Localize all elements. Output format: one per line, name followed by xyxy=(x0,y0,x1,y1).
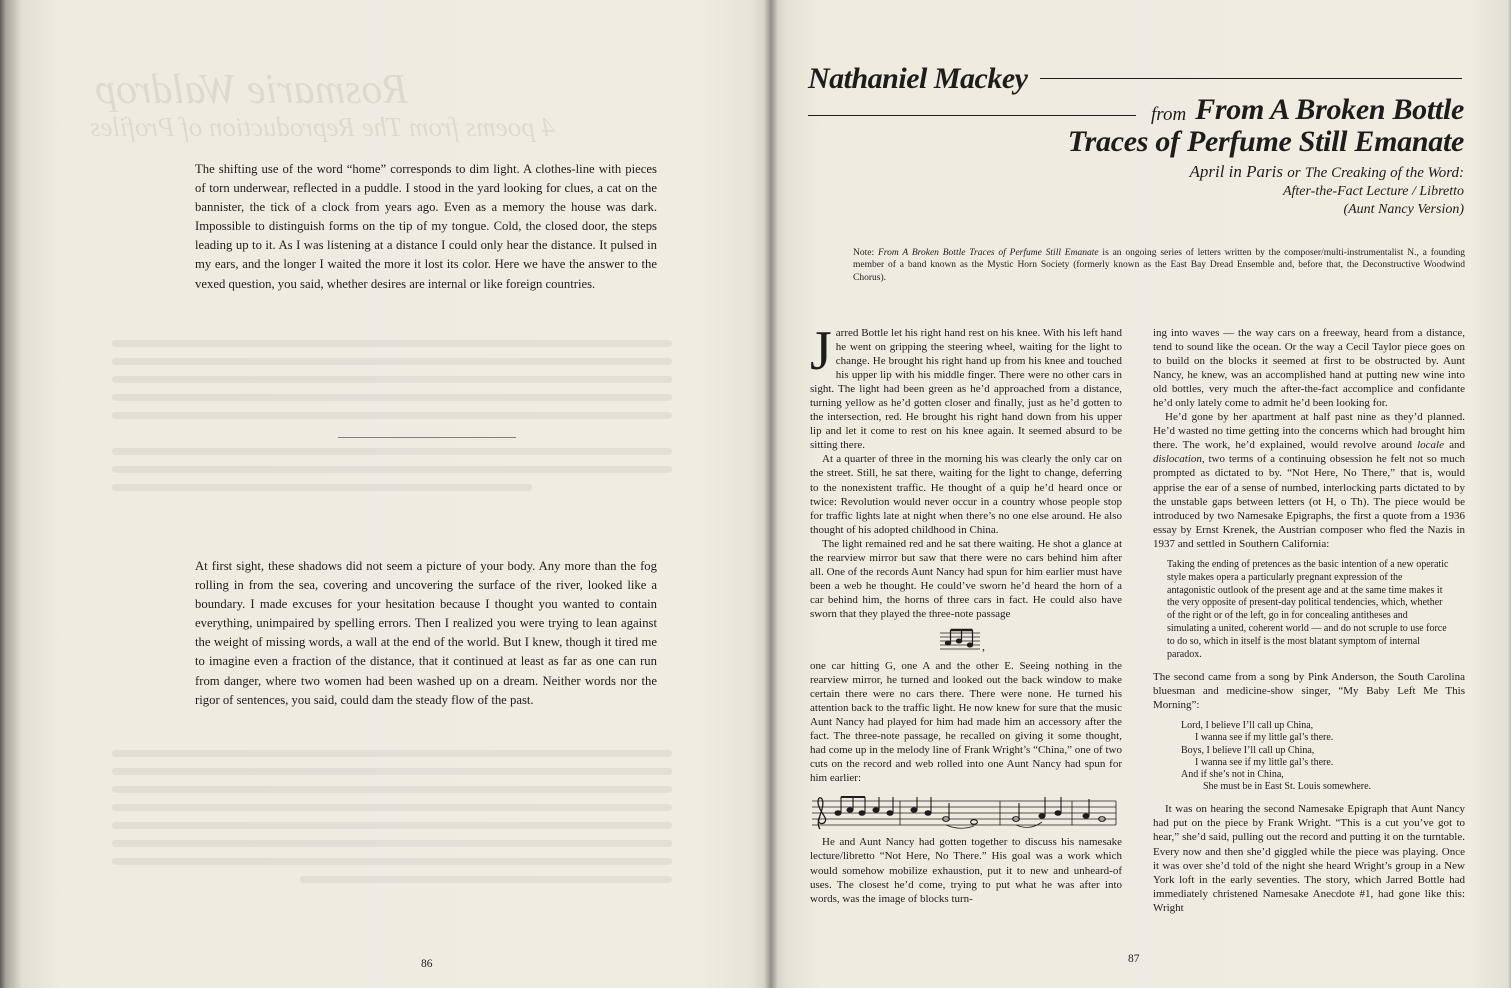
term-locale: locale xyxy=(1417,439,1444,452)
column1-paragraph-3: The light remained red and he sat there waiting. He shot a glance at the rearview mirror but saw that there were no cars behind him after all. One of the records Aunt Nancy had spun for him earlier must have been a web he thought. He could’ve sworn he’d heard the horn of a car behind him, the horns of three cars in fact. He could also have sworn that they played the three-note passage xyxy=(810,537,1122,620)
column1-paragraph-5: He and Aunt Nancy had gotten together to discuss his namesake lecture/libretto “Not Here, No There.” His goal was a work which would somehow mobilize exhaustion, put it to new and unheard-of uses. The closest he’d come, trying to put what he was after into words, was the image of blocks turn- xyxy=(810,836,1122,905)
show-through-heading: Rosmarie Waldrop xyxy=(95,67,409,113)
lyric-line: I wanna see if my little gal’s there. xyxy=(1195,732,1334,744)
header-rule-middle xyxy=(808,115,1136,116)
column2-paragraph-2-b: , two terms of a continuing obsession he felt not so much prompted as dictated to by. “Not Here, No There,” that is, would apprise the ear of a sense of numbed, interlocking parts dictated to by the unstable gaps between letters (ot H, o Th). The piece would be introduced by two Namesake Epigraphs, the first a quote from a 1936 essay by Ernst Krenek, the Austrian composer who fled the Nazis in 1937 and settled in Southern California: xyxy=(1153,453,1465,550)
from-label: from xyxy=(1151,104,1187,125)
show-through-subtitle: 4 poems from The Reproduction of Profiles xyxy=(90,112,555,142)
column2-paragraph-2-and: and xyxy=(1443,439,1465,452)
subtitle-line-3: (Aunt Nancy Version) xyxy=(1343,202,1464,217)
note-text: is an ongoing series of letters written by the composer/multi-instrumentalist N., a founding member of a band known as the Mystic Horn Society (formerly known as the East Bay Dread Ensemble and, before that, the Deconstructive Woodwind Chorus). xyxy=(853,248,1466,283)
page-number-right: 87 xyxy=(1128,953,1140,965)
term-dislocation: dislocation xyxy=(1153,453,1202,466)
column2-paragraph-3: The second came from a song by Pink Anderson, the South Carolina bluesman and medicine-show singer, “My Baby Left Me This Morning”: xyxy=(1153,671,1465,712)
prose-paragraph-2: At first sight, these shadows did not seem a picture of your body. Any more than the fog rolling in from the sea, covering and uncovering the surface of the river, looked like a boundary. I made excuses for your hesitation because I thought you wanted to contain everything, unimpaired by spelling errors. Then I realized you were trying to lean against the weight of missing words, a wall at the end of the world. But I knew, though it tired me to imagine even a fraction of the distance, that it continued at least as far as one can run from danger, where two women had been washed up on a dream. Neither words nor the rigor of sentences, you said, could dam the steady flow of the past. xyxy=(195,559,657,707)
subtitle-b: The Creaking of the Word: xyxy=(1304,165,1464,181)
page-number-left: 86 xyxy=(421,958,433,970)
column1-paragraph-4: one car hitting G, one A and the other E. Seeing nothing in the rearview mirror, he turned and looked out the back window to make certain there were no cars there. There were none. He turned his attention back to the traffic light. He now knew for sure that the music Aunt Nancy had played for him had made him an accessory after the fact. The three-note passage, he recalled on giving it some thought, had come up in the melody line of Frank Wright’s “China,” one of two cuts on the record and web rolled into one Aunt Nancy had spun for him earlier: xyxy=(810,659,1122,785)
right-page xyxy=(770,0,1511,988)
column1-paragraph-1 xyxy=(810,320,1122,452)
column2-paragraph-2-a: He’d gone by her apartment at half past nine as they’d planned. He’d wasted no time getting into the concerns which had brought him there. The work, he’d explained, would revolve around xyxy=(1153,411,1465,452)
work-title-line-1: From A Broken Bottle xyxy=(1195,93,1464,126)
krenek-epigraph xyxy=(1167,559,1449,662)
lyric-line: Boys, I believe I’ll call up China, xyxy=(1181,744,1315,756)
column2-paragraph-1: ing into waves — the way cars on a freeway, heard from a distance, tend to sound like the ocean. Or the way a Cecil Taylor piece goes on to build on the blocks it seemed at first to be obstructed by. Aunt Nancy, he knew, was an accomplished hand at putting new wine into old bottles, very much the after-the-fact accomplice and confidante he’d only lately come to admit he’d been looking for. xyxy=(1153,327,1465,410)
book-spine-gutter xyxy=(764,0,778,988)
drop-cap: J xyxy=(810,320,832,382)
music-comma: , xyxy=(982,638,985,653)
lyric-line: And if she’s not in China, xyxy=(1181,768,1284,780)
section-divider xyxy=(338,437,516,438)
subtitle-or: or xyxy=(1287,165,1301,181)
lyric-line: I wanna see if my little gal’s there. xyxy=(1195,756,1334,768)
text-column-2 xyxy=(1153,326,1465,915)
song-lyrics xyxy=(1181,720,1465,793)
krenek-epigraph-text: Taking the ending of pretences as the basic intention of a new operatic style makes opera a particularly pregnant expression of the antagonistic outlook of the present age and at the same time makes it the very opposite of present-day political tendencies, which, whether of the right or of the left, go in for concealing antitheses and simulating a united, coherent world — and do not scruple to use force to do so, which in itself is the most blatant symptom of internal paradox. xyxy=(1167,558,1449,661)
column1-paragraph-1-text: arred Bottle let his right hand rest on his knee. With his left hand he went on gripping the steering wheel, waiting for the light to change. He brought his right hand up from his knee and touched his upper lip with his middle finger. There were no other cars in sight. The light had been green as he’d approached from a distance, turning yellow as he’d gotten closer and finally, just as he’d gotten to the intersection, red. He brought his right hand down from his upper lip and let it come to rest on his knee again. It seemed absurd to be sitting there. xyxy=(810,327,1122,452)
music-notation-three-notes xyxy=(940,627,988,653)
lyric-line: She must be in East St. Louis somewhere. xyxy=(1203,781,1372,793)
prose-paragraph-1: The shifting use of the word “home” corresponds to dim light. A clothes-line with pieces of torn underwear, reflected in a puddle. I stood in the yard looking for clues, a cat on the bannister, the tick of a clock from years ago. Even as a memory the house was dark. Impossible to distinguish forms on the tip of my tongue. Cold, the closed door, the steps leading up to it. As I was listening at a distance I could only hear the distance. It pulsed in my ears, and the longer I waited the more it lost its color. Here we have the answer to the vexed question, you said, whether desires are internal or like foreign countries. xyxy=(195,162,657,291)
subtitle-line-2: After-the-Fact Lecture / Libretto xyxy=(1282,184,1464,199)
header-rule-top xyxy=(1040,78,1462,79)
subtitle-a: April in Paris xyxy=(1189,162,1283,181)
subtitle-line-1 xyxy=(1189,162,1464,182)
work-title-line-2: Traces of Perfume Still Emanate xyxy=(1067,125,1464,158)
author-name: Nathaniel Mackey xyxy=(808,62,1028,95)
column1-paragraph-2: At a quarter of three in the morning his was clearly the only car on the street. Still, he sat there, waiting for the light to change, deferring to the nonexistent traffic. He thought of a quip he’d heard once or twice: Revolution would never occur in a country whose people stop for traffic lights late at night when there’s no one else around. He also thought of his adopted childhood in China. xyxy=(810,453,1122,536)
editorial-note xyxy=(853,247,1465,284)
note-prefix: Note: xyxy=(853,248,878,258)
music-notation-melody-line xyxy=(810,791,1120,831)
column2-paragraph-2 xyxy=(1153,410,1465,550)
lyric-line: Lord, I believe I’ll call up China, xyxy=(1181,720,1314,732)
note-title: From A Broken Bottle Traces of Perfume Still Emanate xyxy=(877,248,1099,258)
text-column-1 xyxy=(810,320,1122,906)
column2-paragraph-4: It was on hearing the second Namesake Epigraph that Aunt Nancy had put on the piece by Frank Wright. “This is a cut you’ve got to hear,” she’d said, pulling out the record and putting it on the turntable. Every now and then she’d giggled while the piece was playing. Once it was over she’d told of the night she heard Wright’s group in a New York loft in the early seventies. The story, which Jarred Bottle had immediately christened Namesake Anecdote #1, had gone like this: Wright xyxy=(1153,803,1465,914)
